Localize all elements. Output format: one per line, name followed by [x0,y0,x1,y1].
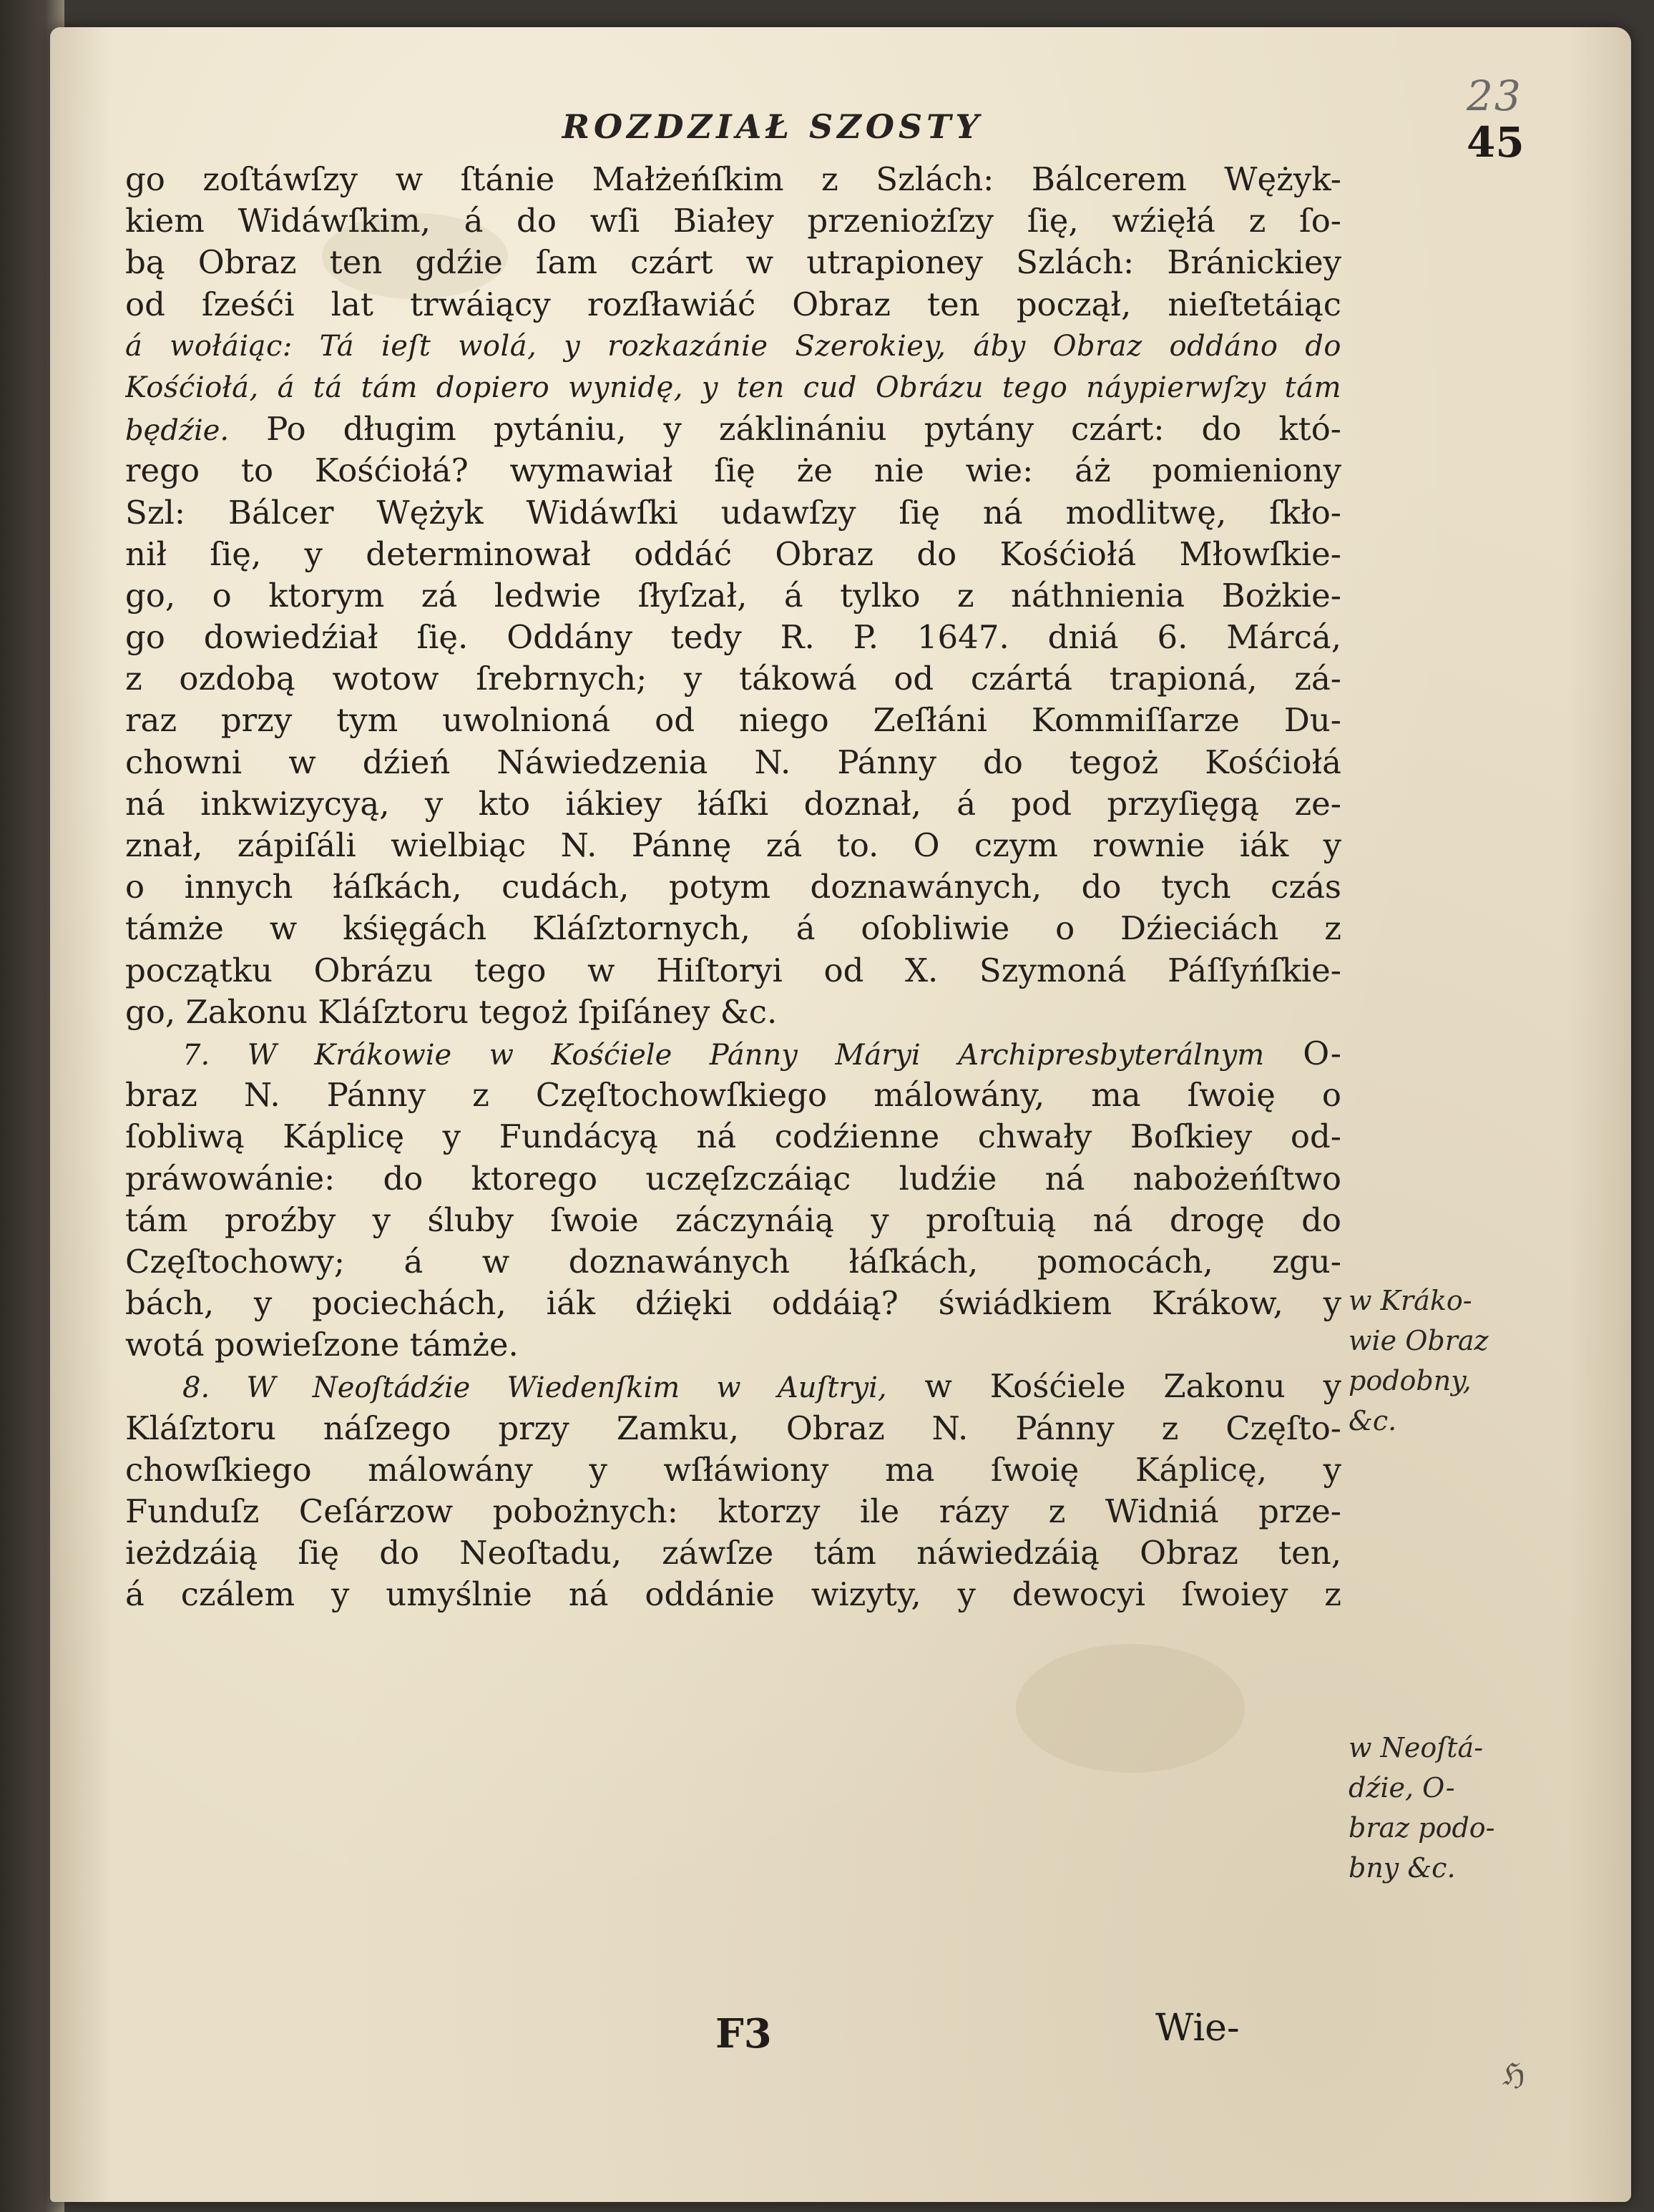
italic-phrase: 8. W Neoſtádźie Wiedenſkim w Auſtryi, [182,1371,887,1405]
manuscript-folio-number: 23 [1467,72,1522,120]
text-line: bą Obraz ten gdźie ſam czárt w utrapioney Szlách: Bránickiey [125,243,1341,282]
text-line: tám proźby y śluby ſwoie záczynáią y proſtuią ná drogę do [125,1200,1341,1239]
text-line: támże w kśięgách Kláſztornych, á oſobliwie o Dźieciách z [125,909,1341,948]
text-line: go, o ktorym zá ledwie ſłyſzał, á tylko z náthnienia Bożkie- [125,576,1341,615]
text-line: á czálem y umyślnie ná oddánie wizyty, y dewocyi ſwoiey z [125,1575,1341,1614]
text-line: chowſkiego málowány y wſłáwiony ma ſwoię Káplicę, y [125,1450,1341,1489]
margin-note-line: braz podo- [1349,1812,1495,1844]
text-line: braz N. Pánny z Częſtochowſkiego málowány, ma ſwoię o [125,1076,1341,1115]
text-line: go zoſtáwſzy w ſtánie Małżeńſkim z Szlách: Bálcerem Wężyk- [125,160,1341,198]
text-line: práwowánie: do ktorego uczęſzczáiąc ludźie ná nabożeńſtwo [125,1159,1341,1198]
text-line: rego to Kośćiołá? wymawiał ſię że nie wie: áż pomieniony [125,451,1341,490]
margin-note-line: w Neoſtá- [1349,1732,1484,1763]
margin-note-line: dźie, O- [1349,1772,1455,1804]
page-number: 45 [1467,118,1525,167]
margin-note-line: wie Obraz [1349,1325,1489,1356]
text-line: o innych łáſkách, cudách, potym doznawánych, do tych czás [125,868,1341,906]
text-line: będźie. Po długim pytániu, y záklinániu pytány czárt: do któ- [125,410,1341,449]
text-line: chowni w dźień Náwiedzenia N. Pánny do tegoż Kośćiołá [125,743,1341,781]
margin-note-neostadt [1349,1728,1520,1888]
text-line: Szl: Bálcer Wężyk Widáwſki udawſzy ſię ná modlitwę, ſkło- [125,493,1341,532]
text-line: go dowiedźiał ſię. Oddány tedy R. P. 1647. dniá 6. Márcá, [125,618,1341,657]
italic-phrase: będźie. [125,414,230,448]
catchword: Wie- [1155,2007,1240,2050]
text-line: początku Obrázu tego w Hiſtoryi od X. Szymoná Páſſyńſkie- [125,951,1341,989]
text-line: ieżdzáią ſię do Neoſtadu, záwſze tám náwiedzáią Obraz ten, [125,1534,1341,1572]
margin-note-line: w Kráko- [1349,1285,1472,1316]
text-line: raz przy tym uwolnioná od niego Zeſłáni Kommiſſarze Du- [125,701,1341,740]
text-line: 8. W Neoſtádźie Wiedenſkim w Auſtryi, w Kośćiele Zakonu y [182,1367,1341,1406]
text-line: Funduſz Ceſárzow pobożnych: ktorzy ile rázy z Widniá prze- [125,1492,1341,1530]
corner-handwritten-mark: ℌ [1502,2057,1525,2092]
signature-mark: F3 [715,2010,772,2057]
text-line: nił ſię, y determinował oddáć Obraz do Kośćiołá Młowſkie- [125,534,1341,573]
text-line: bách, y pociechách, iák dźięki oddáią? świádkiem Krákow, y [125,1284,1341,1323]
text-line: ná inkwizycyą, y kto iákiey łáſki doznał, á pod przyſięgą ze- [125,784,1341,823]
margin-note-line: podobny, [1349,1365,1472,1396]
text-line: kiem Widáwſkim, á do wſi Białey przeniożſzy ſię, wźięłá z ſo- [125,202,1341,240]
margin-note-line: &c. [1349,1405,1397,1437]
text-line: wotá powieſzone támże. [125,1326,519,1364]
text-line: z ozdobą wotow ſrebrnych; y tákowá od czártá trapioná, zá- [125,660,1341,698]
text-line: go, Zakonu Kláſztoru tegoż ſpiſáney &c. [125,992,778,1031]
body-text [125,159,1341,1616]
italic-phrase: 7. W Krákowie w Kośćiele Pánny Máryi Archipresbyterálnym [182,1038,1265,1072]
text-line: á wołáiąc: Tá ieſt wolá, y rozkazánie Szerokiey, áby Obraz oddáno do [125,329,1341,363]
running-head: ROZDZIAŁ SZOSTY [562,107,984,146]
text-line: Kośćiołá, á tá tám dopiero wynidę, y ten cud Obrázu tego náypierwſzy tám [125,371,1341,404]
paper-stain [1016,1644,1245,1773]
text-line: Kláſztoru náſzego przy Zamku, Obraz N. Pánny z Częſto- [125,1409,1341,1447]
margin-note-krakow [1349,1281,1520,1441]
text-line: ſobliwą Káplicę y Fundácyą ná codźienne chwały Boſkiey od- [125,1117,1341,1156]
text-line: znał, zápiſáli wielbiąc N. Pánnę zá to. O czym rownie iák y [125,826,1341,864]
margin-note-line: bny &c. [1349,1852,1456,1884]
text-line: Częſtochowy; á w doznawánych łáſkách, pomocách, zgu- [125,1242,1341,1281]
text-line: od ſześći lat trwáiący rozſławiáć Obraz ten począł, nieſtetáiąc [125,285,1341,323]
text-line: 7. W Krákowie w Kośćiele Pánny Máryi Archipresbyterálnym O- [182,1034,1341,1072]
